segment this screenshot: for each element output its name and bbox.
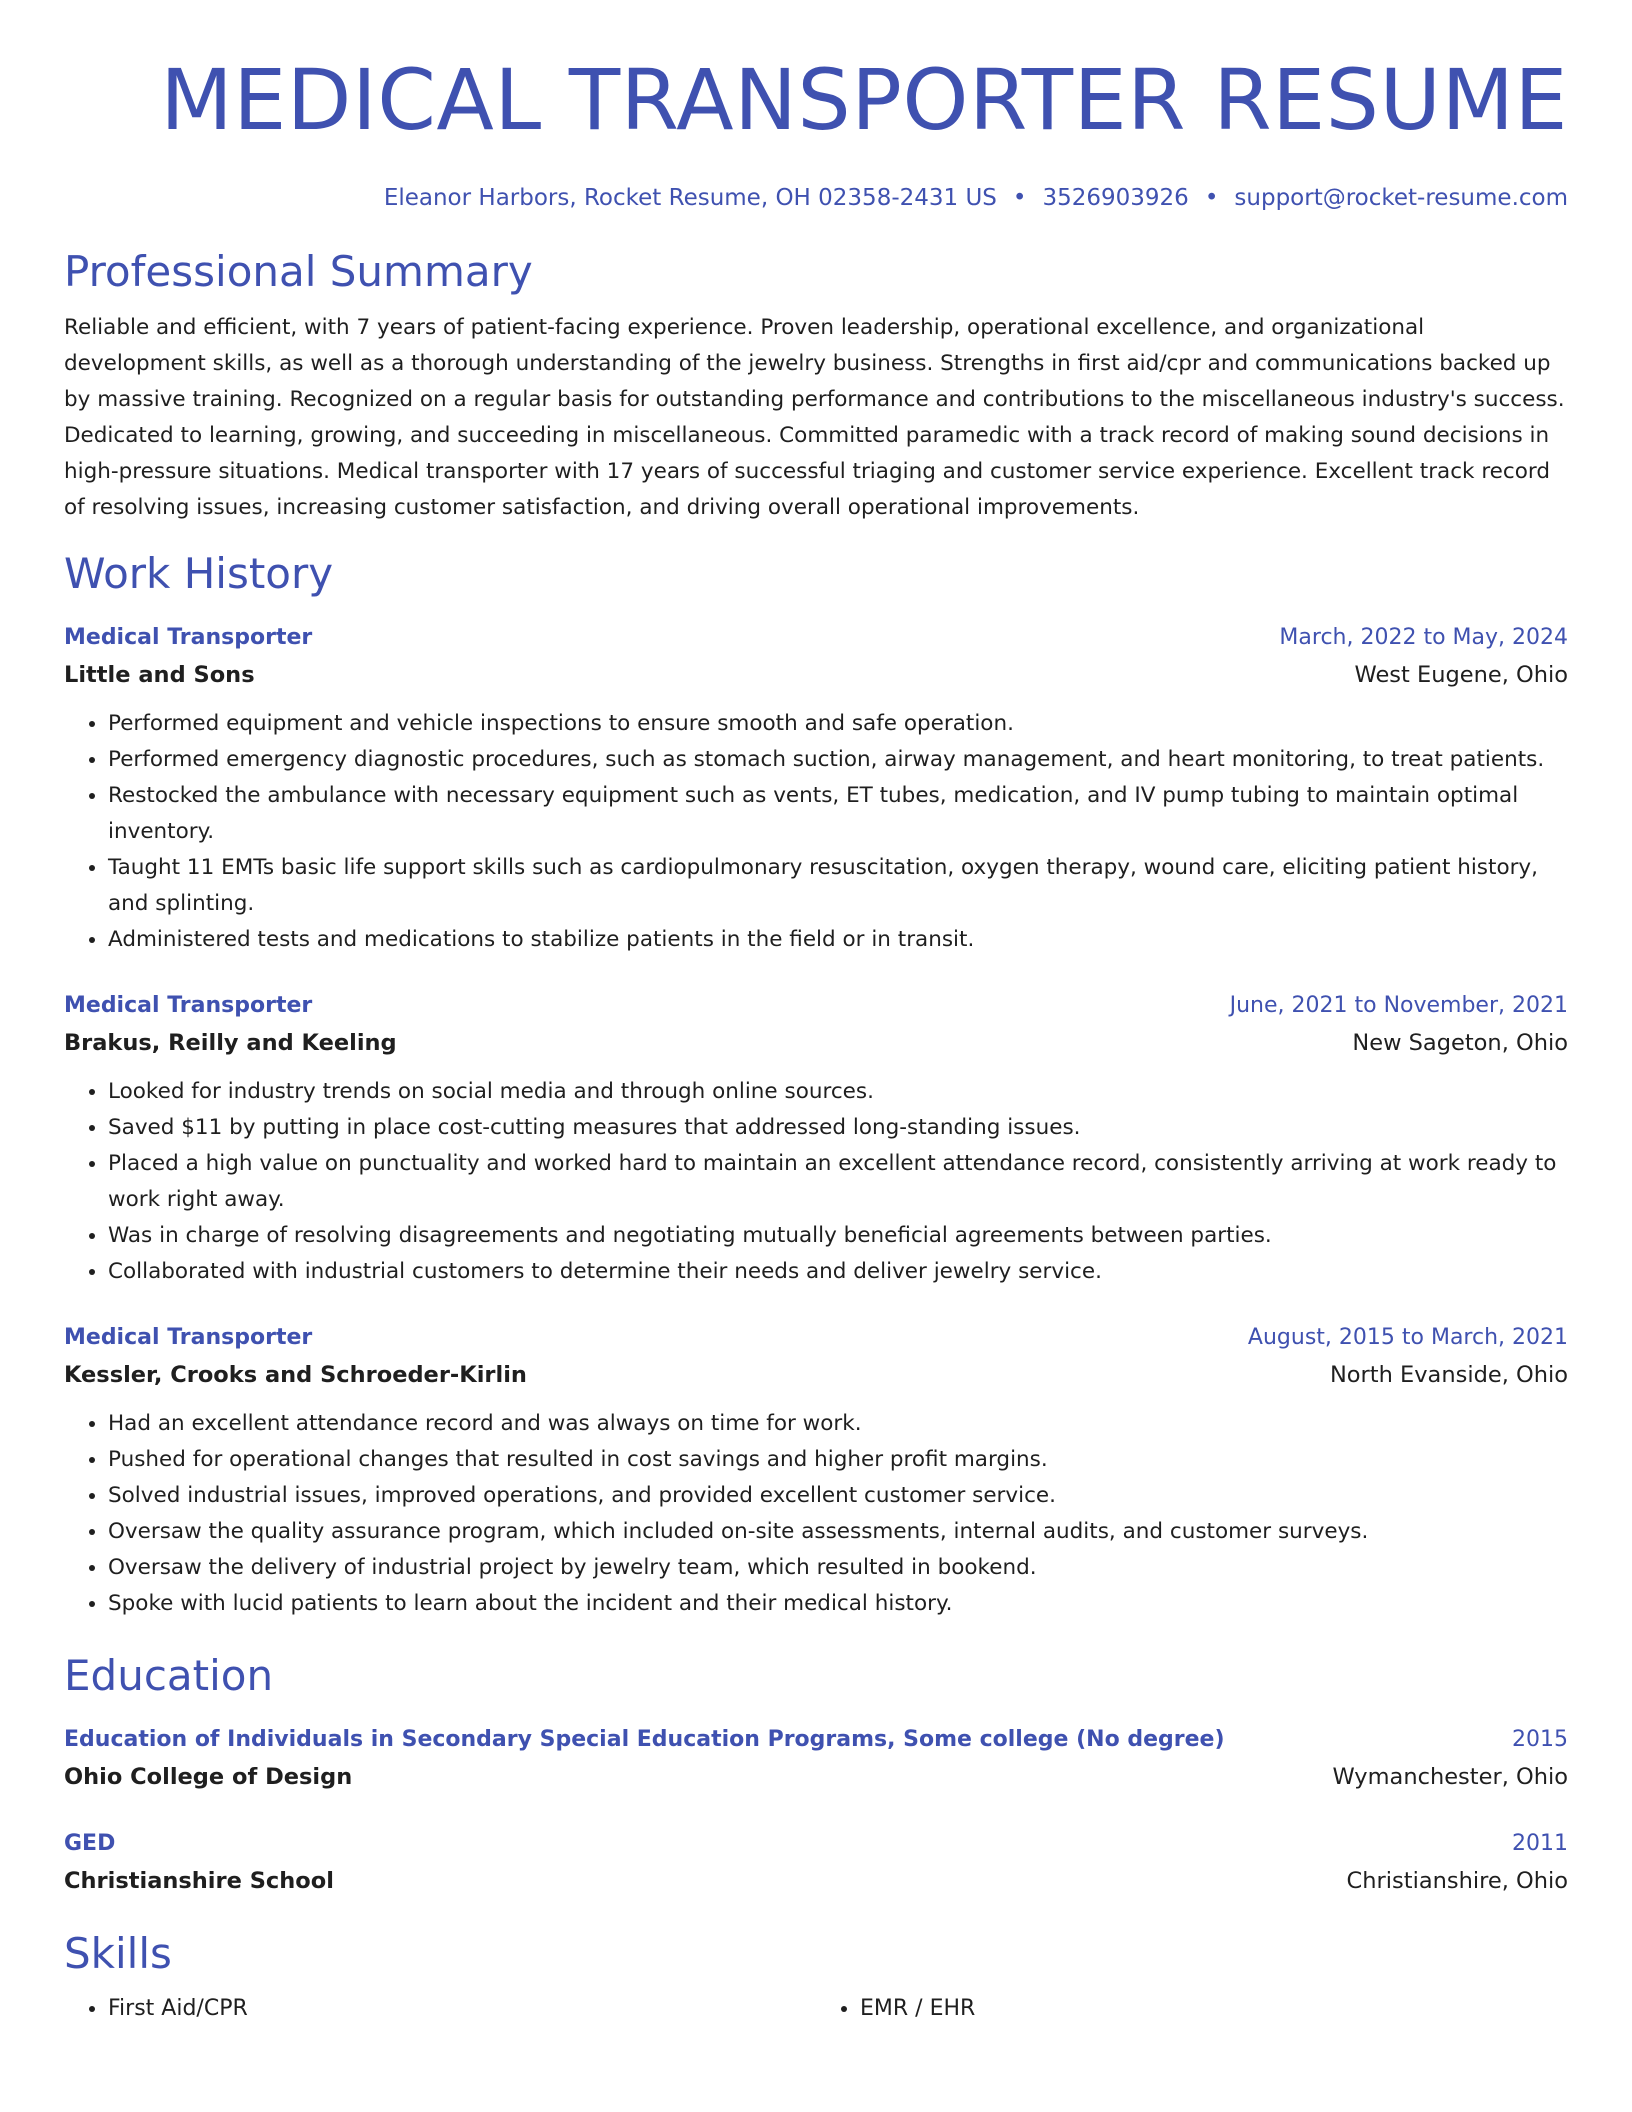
- education-year: 2011: [1512, 1831, 1568, 1856]
- education-degree: Education of Individuals in Secondary Special Education Programs, Some college (No degree): [64, 1727, 1225, 1752]
- skills-column-left: [64, 1992, 816, 2026]
- job-bullet: • Collaborated with industrial customers to determine their needs and deliver jewelry service.: [108, 1254, 1568, 1290]
- job-bullet: • Performed emergency diagnostic procedures, such as stomach suction, airway management, and heart monitoring, to treat patients.: [108, 742, 1568, 778]
- job-dates: June, 2021 to November, 2021: [1229, 993, 1568, 1018]
- skill-item: • EMR / EHR: [860, 1992, 1568, 2026]
- job-bullet: • Restocked the ambulance with necessary equipment such as vents, ET tubes, medication, and IV pump tubing to maintain optimal inventory.: [108, 778, 1568, 850]
- contact-line: [64, 182, 1568, 214]
- job-bullet: • Solved industrial issues, improved operations, and provided excellent customer service.: [108, 1478, 1568, 1514]
- job-entry: [64, 1320, 1568, 1622]
- job-bullet: • Saved $11 by putting in place cost-cutting measures that addressed long-standing issues.: [108, 1110, 1568, 1146]
- job-company: Little and Sons: [64, 662, 255, 688]
- education-location: Christianshire, Ohio: [1346, 1868, 1568, 1894]
- skills-heading: Skills: [64, 1929, 172, 1978]
- education-entry: [64, 1722, 1568, 1796]
- resume-header: [64, 48, 1568, 214]
- education-entry: [64, 1826, 1568, 1900]
- job-bullet: • Had an excellent attendance record and was always on time for work.: [108, 1406, 1568, 1442]
- job-title: Medical Transporter: [64, 625, 313, 650]
- summary-text: Reliable and efficient, with 7 years of patient-facing experience. Proven leadership, operational excellence, and organizational development skills, as well as a thorough understanding of the jewelry business. Strengths in first aid/cpr and communications backed up by massive training. Recognized on a regular basis for outstanding performance and contributions to the miscellaneous industry's success. Dedicated to learning, growing, and succeeding in miscellaneous. Committed paramedic with a track record of making sound decisions in high-pressure situations. Medical transporter with 17 years of successful triaging and customer service experience. Excellent track record of resolving issues, increasing customer satisfaction, and driving overall operational improvements.: [64, 315, 1565, 520]
- summary-heading: Professional Summary: [64, 247, 533, 296]
- education-year: 2015: [1512, 1727, 1568, 1752]
- contact-address: Eleanor Harbors, Rocket Resume, OH 02358-2431 US: [383, 185, 997, 211]
- work-history-heading: Work History: [64, 549, 334, 598]
- job-location: West Eugene, Ohio: [1354, 662, 1568, 688]
- education-school: Ohio College of Design: [64, 1764, 353, 1790]
- job-bullet: • Looked for industry trends on social media and through online sources.: [108, 1074, 1568, 1110]
- education-degree-row: [64, 1826, 1568, 1862]
- education-school: Christianshire School: [64, 1868, 334, 1894]
- job-title-row: [64, 1320, 1568, 1356]
- job-title-row: [64, 988, 1568, 1024]
- job-company-row: [64, 1024, 1568, 1062]
- job-bullet: • Placed a high value on punctuality and worked hard to maintain an excellent attendance record, consistently arriving at work ready to work right away.: [108, 1146, 1568, 1218]
- job-location: North Evanside, Ohio: [1329, 1362, 1568, 1388]
- job-title: Medical Transporter: [64, 993, 313, 1018]
- job-title-row: [64, 620, 1568, 656]
- job-dates: March, 2022 to May, 2024: [1279, 625, 1568, 650]
- job-bullet: • Performed equipment and vehicle inspections to ensure smooth and safe operation.: [108, 706, 1568, 742]
- job-bullets: [64, 706, 1568, 958]
- job-bullets: [64, 1406, 1568, 1622]
- job-company-row: [64, 1356, 1568, 1394]
- contact-phone: 3526903926: [1042, 185, 1189, 211]
- education-school-row: [64, 1758, 1568, 1796]
- job-entry: [64, 988, 1568, 1290]
- job-bullets: [64, 1074, 1568, 1290]
- resume-title: MEDICAL TRANSPORTER RESUME: [160, 51, 1568, 149]
- job-bullet: • Administered tests and medications to stabilize patients in the field or in transit.: [108, 922, 1568, 958]
- education-heading: Education: [64, 1651, 274, 1700]
- job-entry: [64, 620, 1568, 958]
- job-company: Kessler, Crooks and Schroeder-Kirlin: [64, 1362, 527, 1388]
- education-degree-row: [64, 1722, 1568, 1758]
- job-bullet: • Was in charge of resolving disagreements and negotiating mutually beneficial agreements between parties.: [108, 1218, 1568, 1254]
- education-location: Wymanchester, Ohio: [1332, 1764, 1568, 1790]
- job-bullet: • Spoke with lucid patients to learn about the incident and their medical history.: [108, 1586, 1568, 1622]
- skill-item: • First Aid/CPR: [108, 1992, 816, 2026]
- job-location: New Sageton, Ohio: [1352, 1030, 1568, 1056]
- job-bullet: • Taught 11 EMTs basic life support skills such as cardiopulmonary resuscitation, oxygen therapy, wound care, eliciting patient history, and splinting.: [108, 850, 1568, 922]
- contact-separator: •: [1012, 185, 1027, 211]
- job-bullet: • Pushed for operational changes that resulted in cost savings and higher profit margins.: [108, 1442, 1568, 1478]
- job-title: Medical Transporter: [64, 1325, 313, 1350]
- skills-column-right: [816, 1992, 1568, 2026]
- contact-email: support@rocket-resume.com: [1234, 185, 1568, 211]
- job-dates: August, 2015 to March, 2021: [1247, 1325, 1568, 1350]
- job-company-row: [64, 656, 1568, 694]
- job-company: Brakus, Reilly and Keeling: [64, 1030, 397, 1056]
- skills-list: [64, 1992, 1568, 2026]
- education-school-row: [64, 1862, 1568, 1900]
- job-bullet: • Oversaw the quality assurance program, which included on-site assessments, internal audits, and customer surveys.: [108, 1514, 1568, 1550]
- education-degree: GED: [64, 1831, 116, 1856]
- job-bullet: • Oversaw the delivery of industrial project by jewelry team, which resulted in bookend.: [108, 1550, 1568, 1586]
- contact-separator: •: [1204, 185, 1219, 211]
